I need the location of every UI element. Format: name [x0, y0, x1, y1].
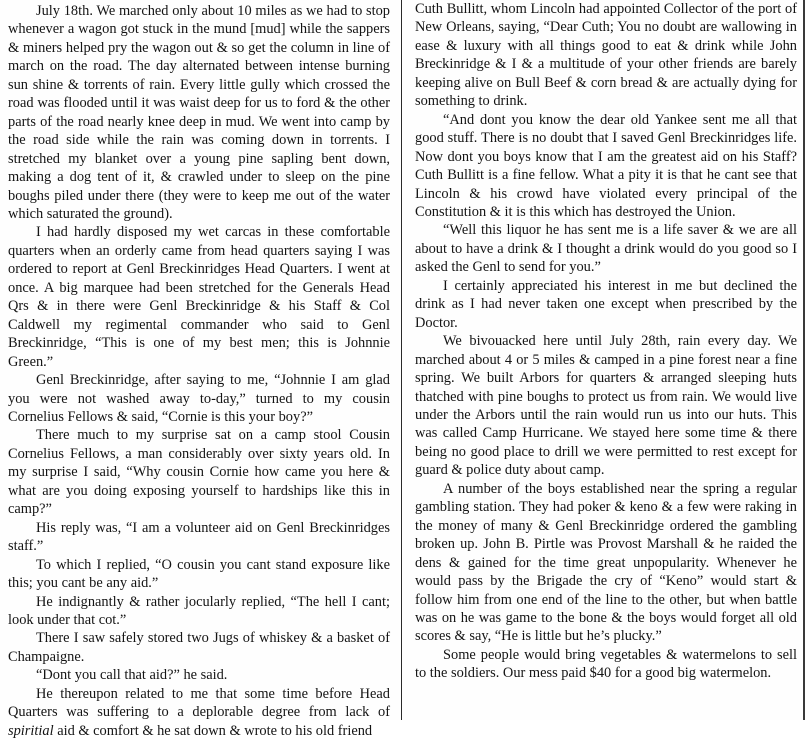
paragraph-liquor-life-saver: “Well this liquor he has sent me is a life saver & we are all about to have a drink & I thought a drink would do you good so I asked the Genl to send for you.”	[415, 222, 797, 276]
paragraph-cousin-cornie: There much to my surprise sat on a camp stool Cousin Cornelius Fellows, a man considerably over sixty years old. In my surprise I said, “Why cousin Cornie how came you here & what are you doing exposing yourself to hardships like this in camp?”	[8, 427, 390, 518]
paragraph-volunteer-aid: His reply was, “I am a volunteer aid on Genl Breckinridges staff.”	[8, 519, 390, 555]
right-column	[415, 0, 797, 683]
paragraph-letter-to-cuth: Cuth Bullitt, whom Lincoln had appointed Collector of the port of New Orleans, saying, “Dear Cuth; You no doubt are wallowing in ease & luxury with all things good to eat & drink while John Breckinridge & I & a multitude of your other friends are barely keeping alive on Bull Beef & corn bread & are actually dying for something to drink.	[415, 1, 797, 110]
text-after-emphasis: aid & comfort & he sat down & wrote to his old friend	[53, 722, 373, 739]
paragraph-call-that-aid: “Dont you call that aid?” he said.	[36, 667, 228, 684]
paragraph-gambling-station: A number of the boys established near the spring a regular gambling station. They had poker & keno & a few were raking in the money of many & Genl Breckinridge ordered the gambling broken up. John B. Pirtle was Provost Marshall & he raided the dens & gained for the time great unpopularity. Whenever he would pass by the Brigade the cry of “Keno” would start & follow him from one end of the line to the other, but when battle was on he was game to the bone & the boys would forget all old scores & say, “He is little but he’s plucky.”	[415, 480, 797, 645]
paragraph-camp-hurricane: We bivouacked here until July 28th, rain every day. We marched about 4 or 5 miles & camped in a pine forest near a fine spring. We built Arbors for quarters & arranged sleeping huts thatched with pine boughs to protect us from rain. We would live under the Arbors until the rain would run us into our huts. This was called Camp Hurricane. We stayed here some time & there being no good place to drill we were permitted to rest except for guard & police duty about camp.	[415, 333, 797, 479]
column-divider	[401, 0, 402, 720]
paragraph-orderly-report: I had hardly disposed my wet carcas in these comfortable quarters when an orderly came from head quarters saying I was ordered to report at Genl Breckinridges Head Quarters. I went at once. A big marquee had been stretched for the Generals Head Qrs & in there were Genl Breckinridge & his Staff & Col Caldwell my regimental commander who said to Genl Breckinridge, “This is one of my best men; this is Johnnie Green.”	[8, 224, 390, 370]
emphasized-word: spiritial	[8, 722, 54, 739]
paragraph-declined-drink: I certainly appreciated his interest in me but declined the drink as I had never taken one except when prescribed by the Doctor.	[415, 277, 797, 331]
paragraph-look-under-cot: He indignantly & rather jocularly replied, “The hell I cant; look under that cot.”	[8, 593, 390, 628]
paragraph-dear-old-yankee: “And dont you know the dear old Yankee sent me all that good stuff. There is no doubt that I saved Genl Breckinridges life. Now dont you boys know that I am the greatest aid on his Staff? Cuth Bullitt is a fine fellow. What a pity it is that he cant see that Lincoln & his crowd have violated every principal of the Constitution & it is this which has destroyed the Union.	[415, 111, 797, 220]
paragraph-jugs-of-whiskey: There I saw safely stored two Jugs of whiskey & a basket of Champaigne.	[8, 630, 390, 665]
paragraph-breckinridge-greeting: Genl Breckinridge, after saying to me, “Johnnie I am glad you were not washed away to-day,” turned to my cousin Cornelius Fellows & said, “Cornie is this your boy?”	[8, 372, 390, 425]
paragraph-cant-stand-exposure: To which I replied, “O cousin you cant stand exposure like this; you cant be any aid.”	[8, 556, 390, 592]
paragraph-watermelons: Some people would bring vegetables & watermelons to sell to the soldiers. Our mess paid $40 for a good big watermelon.	[415, 646, 797, 682]
paragraph-july-18th: July 18th. We marched only about 10 miles as we had to stop whenever a wagon got stuck in the mund [mud] while the sappers & miners helped pry the wagon out & so get the column in line of march on the road. The day alternated between intense burning sun shine & torrents of rain. Every little gully which crossed the road was flooded until it was waist deep for us to ford & the other parts of the road nearly knee deep in mud. We went into camp by the road side while the rain was coming down in torrents. I stretched my blanket over a young pine sapling bent down, making a dog tent of it, & crawled under to sleep on the pine boughs piled under there (they were to keep me out of the water which saturated the ground).	[8, 3, 390, 222]
paragraph-head-quarters-suffering	[8, 685, 390, 740]
left-column	[8, 2, 390, 740]
text-before-emphasis: He thereupon related to me that some time before Head Quarters was suffering to a deplorable degree from lack of	[8, 685, 390, 721]
